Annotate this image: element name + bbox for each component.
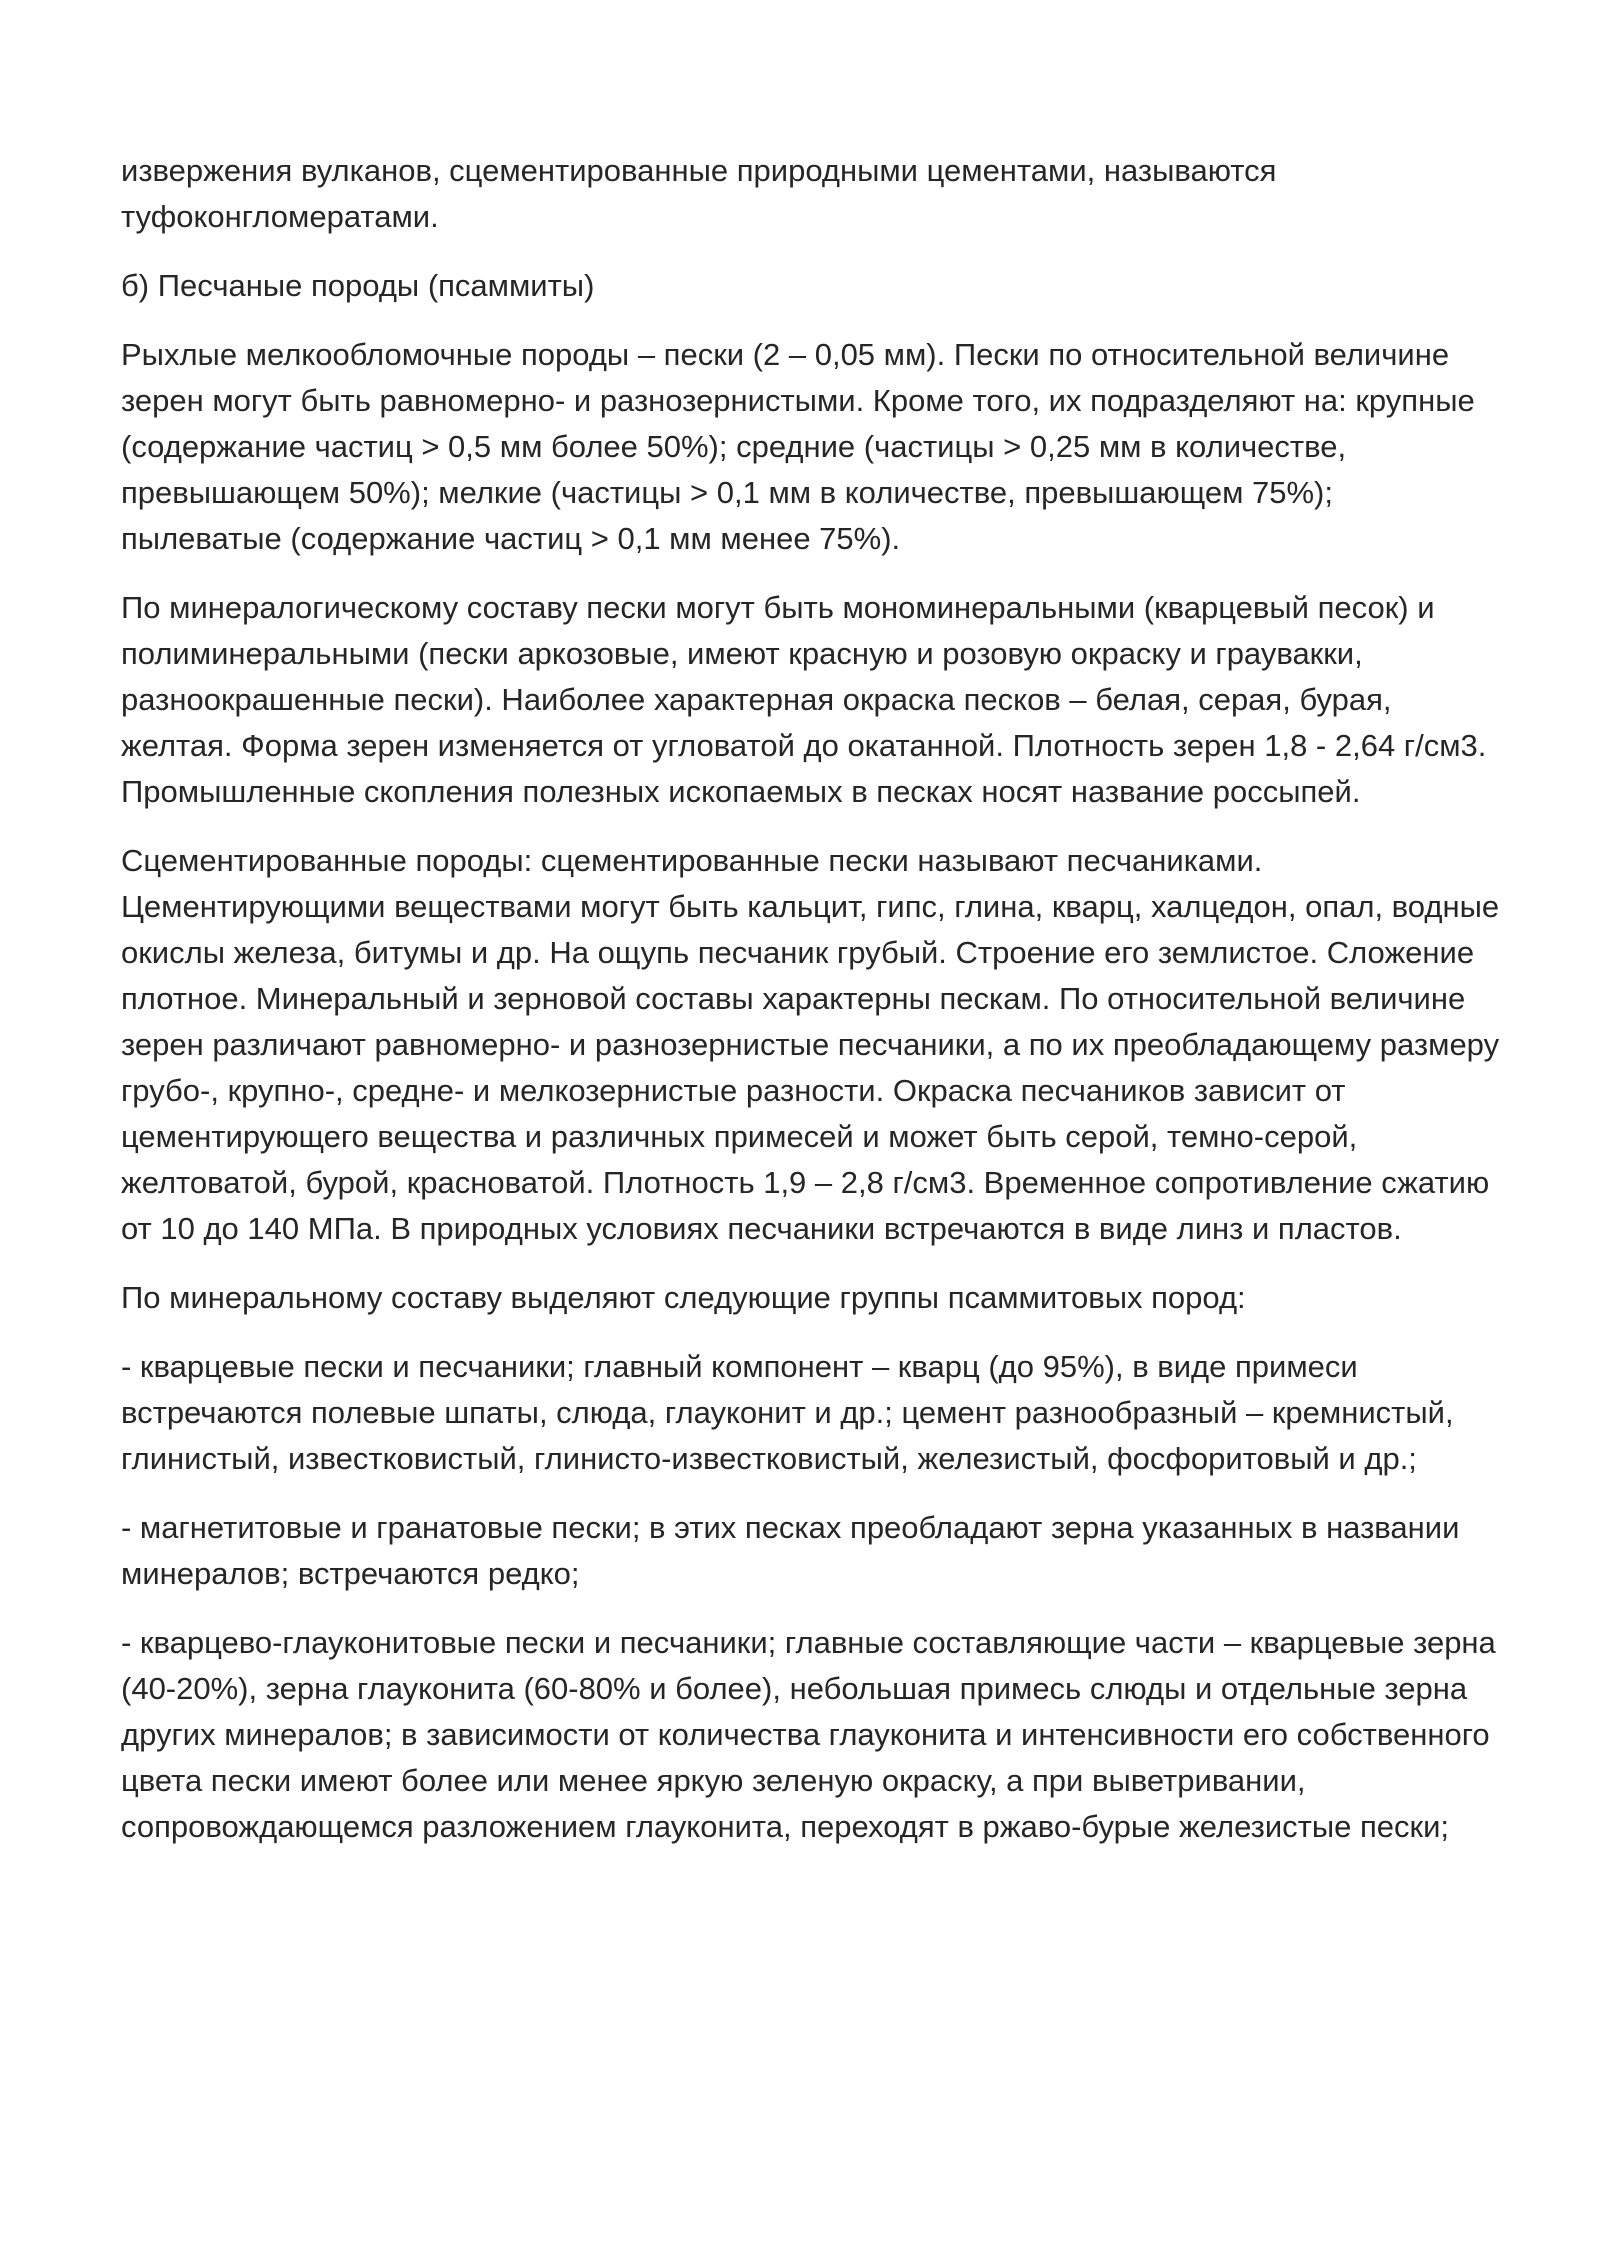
- list-item-quartz-glauconite-sands: - кварцево-глауконитовые пески и песчаники; главные составляющие части – кварцевые зерна (40-20%), зерна глауконита (60-80% и более), небольшая примесь слюды и отдельные зерна других минералов; в зависимости от количества глауконита и интенсивности его собственного цвета пески имеют более или менее яркую зеленую окраску, а при выветривании, сопровождающемся разложением глауконита, переходят в ржаво-бурые железистые пески;: [121, 1625, 1496, 1844]
- document-page: [121, 148, 1501, 1873]
- paragraph-cemented-rocks: Сцементированные породы: сцементированные пески называют песчаниками. Цементирующими веществами могут быть кальцит, гипс, глина, кварц, халцедон, опал, водные окислы железа, битумы и др. На ощупь песчаник грубый. Строение его землистое. Сложение плотное. Минеральный и зерновой составы характерны пескам. По относительной величине зерен различают равномерно- и разнозернистые песчаники, а по их преобладающему размеру грубо-, крупно-, средне- и мелкозернистые разности. Окраска песчаников зависит от цементирующего вещества и различных примесей и может быть серой, темно-серой, желтоватой, бурой, красноватой. Плотность 1,9 – 2,8 г/см3. Временное сопротивление сжатию от 10 до 140 МПа. В природных условиях песчаники встречаются в виде линз и пластов.: [121, 843, 1500, 1246]
- paragraph-tuff-conglomerates: извержения вулканов, сцементированные природными цементами, называются туфоконгломератами.: [121, 153, 1277, 234]
- paragraph-mineralogical-composition: По минералогическому составу пески могут быть мономинеральными (кварцевый песок) и полиминеральными (пески аркозовые, имеют красную и розовую окраску и граувакки, разноокрашенные пески). Наиболее характерная окраска песков – белая, серая, бурая, желтая. Форма зерен изменяется от угловатой до окатанной. Плотность зерен 1,8 - 2,64 г/см3. Промышленные скопления полезных ископаемых в песках носят название россыпей.: [121, 590, 1487, 809]
- paragraph-loose-sands: Рыхлые мелкообломочные породы – пески (2 – 0,05 мм). Пески по относительной величине зерен могут быть равномерно- и разнозернистыми. Кроме того, их подразделяют на: крупные (содержание частиц > 0,5 мм более 50%); средние (частицы > 0,25 мм в количестве, превышающем 50%); мелкие (частицы > 0,1 мм в количестве, превышающем 75%); пылеватые (содержание частиц > 0,1 мм менее 75%).: [121, 337, 1475, 556]
- section-heading-psammites: б) Песчаные породы (псаммиты): [121, 268, 595, 303]
- list-item-magnetite-garnet-sands: - магнетитовые и гранатовые пески; в этих песках преобладают зерна указанных в названии минералов; встречаются редко;: [121, 1510, 1460, 1591]
- list-item-quartz-sands: - кварцевые пески и песчаники; главный компонент – кварц (до 95%), в виде примеси встречаются полевые шпаты, слюда, глауконит и др.; цемент разнообразный – кремнистый, глинистый, известковистый, глинисто-известковистый, железистый, фосфоритовый и др.;: [121, 1349, 1454, 1476]
- paragraph-mineral-groups-intro: По минеральному составу выделяют следующие группы псаммитовых пород:: [121, 1280, 1246, 1315]
